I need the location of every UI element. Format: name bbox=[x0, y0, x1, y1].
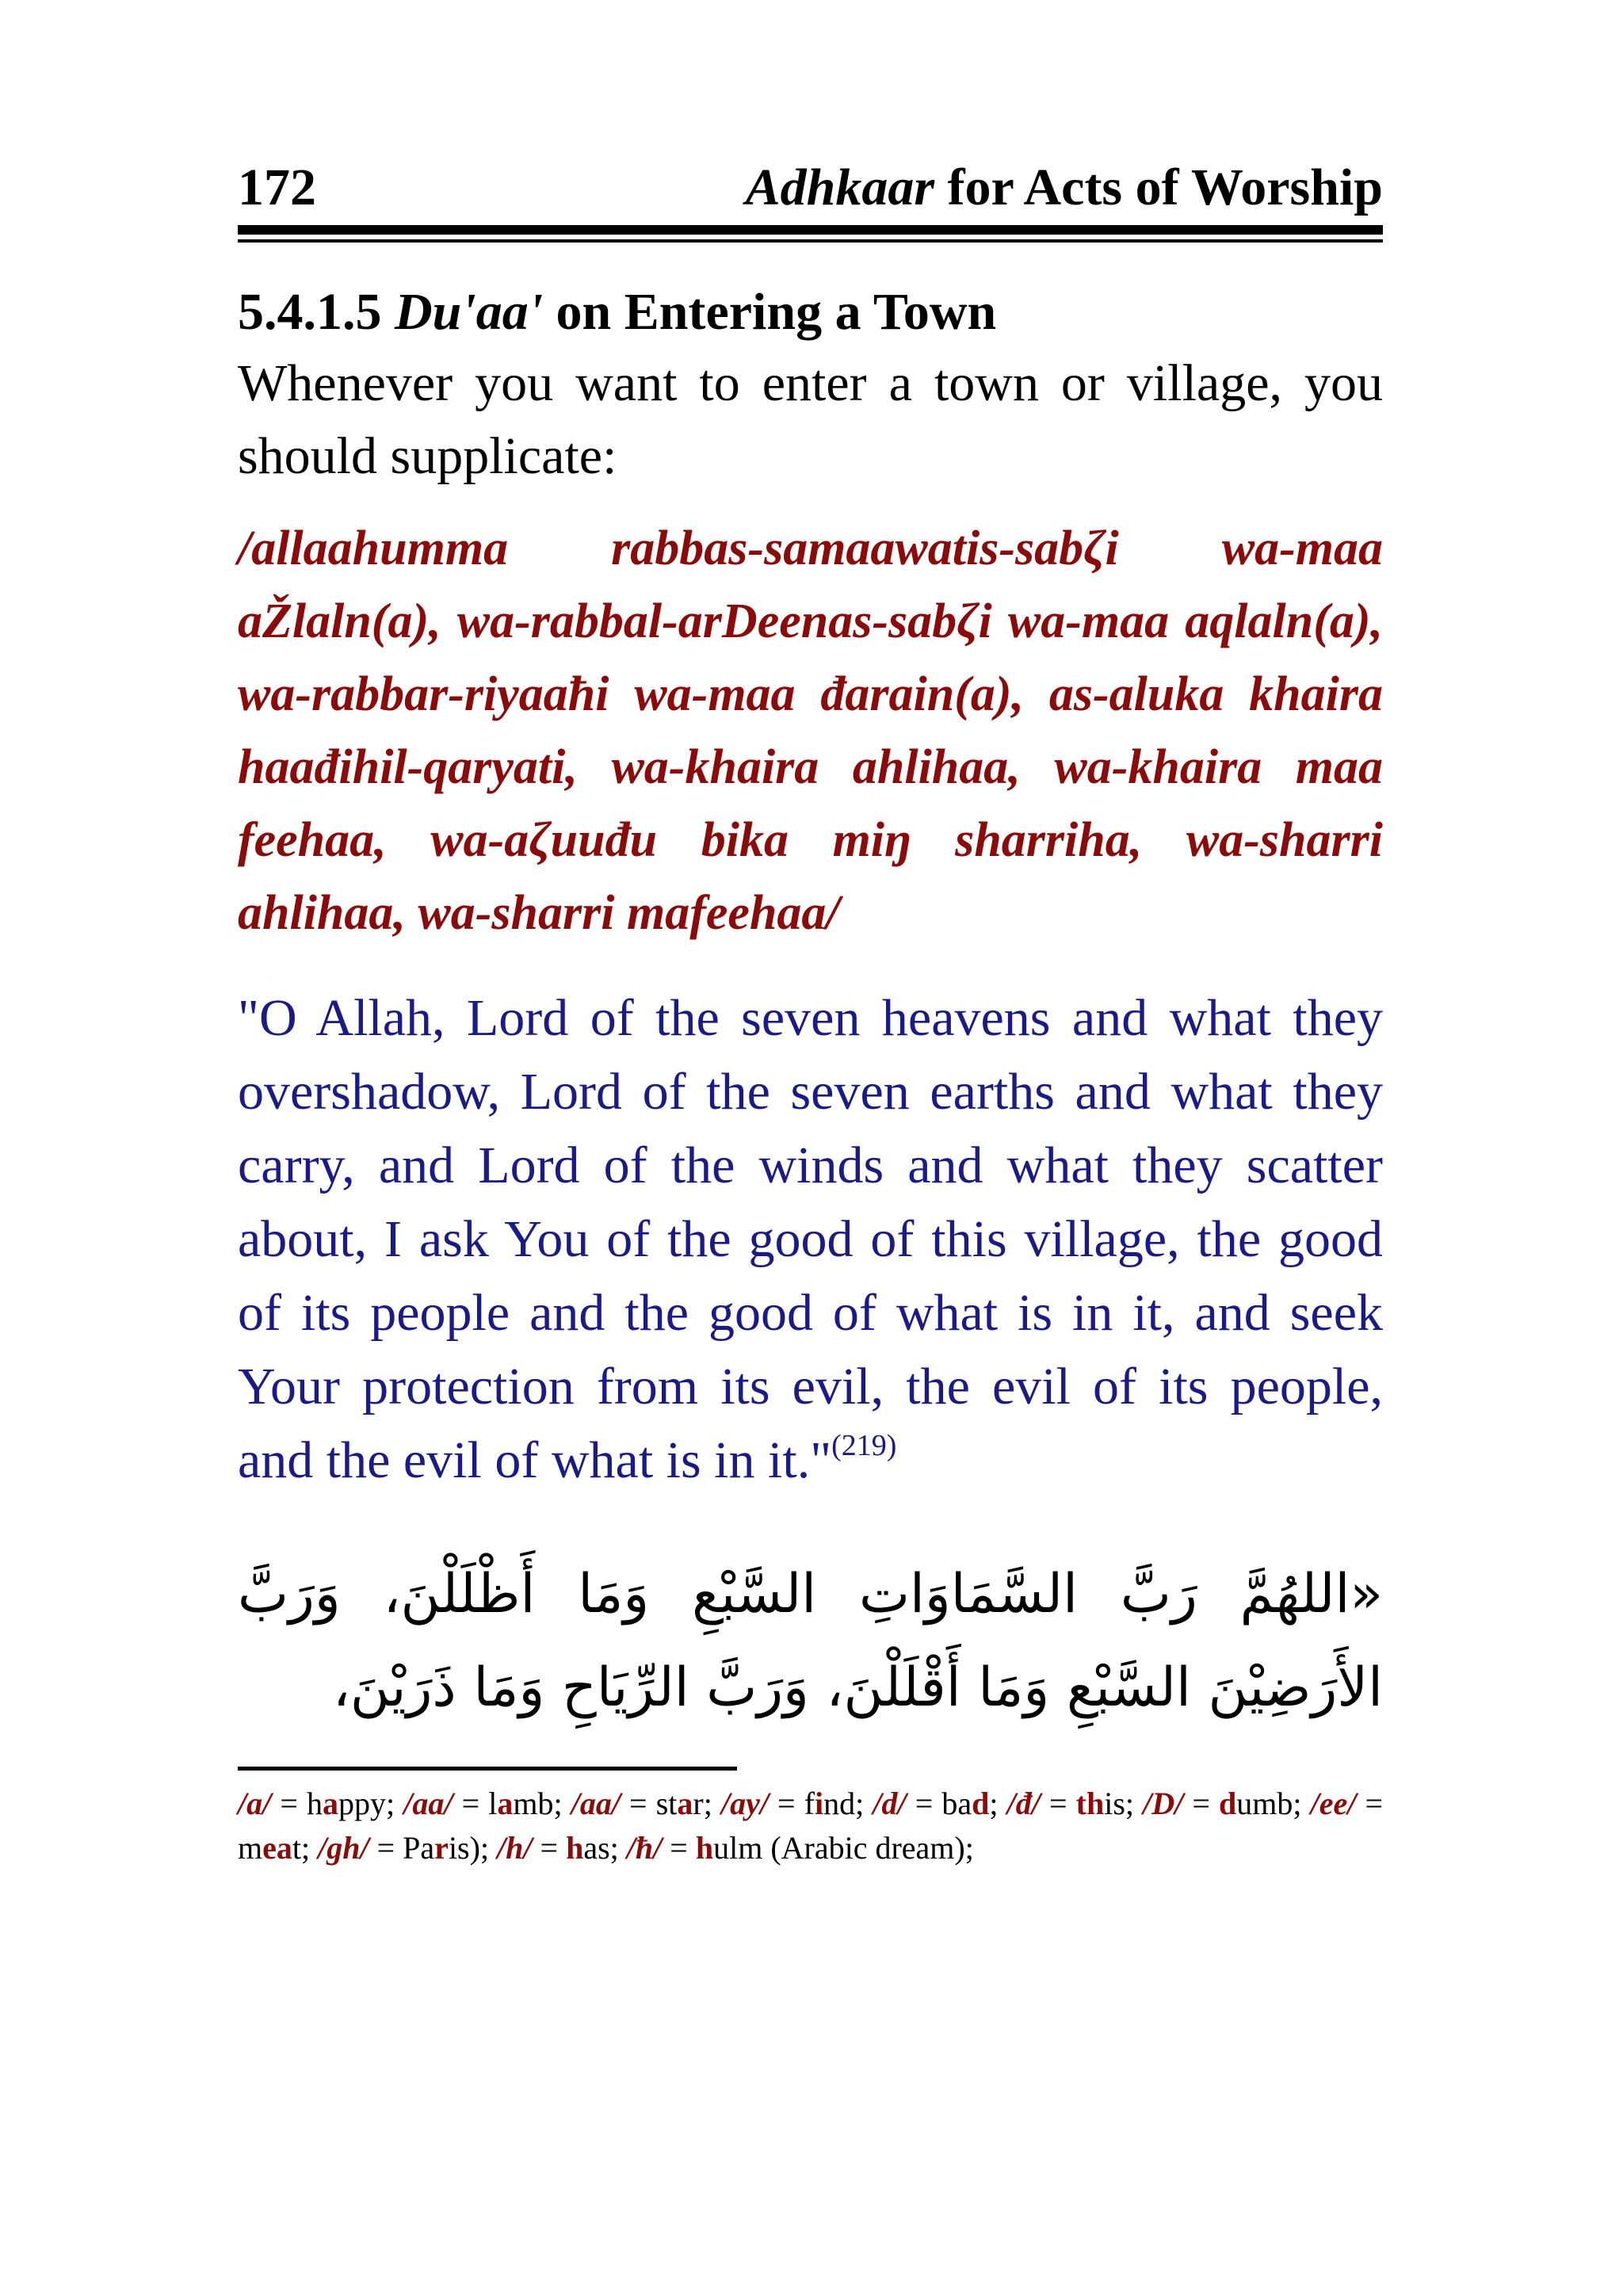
arabic-text: «اللهُمَّ رَبَّ السَّمَاوَاتِ السَّبْعِ وَمَا أَظْلَلْنَ، وَرَبَّ الأَرَضِيْنَ السَّبْعِ وَمَا أَقْلَلْنَ، وَرَبَّ الرِّيَاحِ وَمَا ذَرَيْنَ، bbox=[238, 1562, 1383, 1719]
footnote-key: /h/ bbox=[497, 1829, 533, 1866]
footnote-key: /aa/ bbox=[571, 1785, 621, 1821]
footnote-entry: /h/ = has; bbox=[497, 1829, 619, 1866]
footnote-highlight: a bbox=[323, 1785, 339, 1821]
footnote-highlight: i bbox=[815, 1785, 824, 1821]
footnote-entry: /ħ/ = hulm (Arabic dream); bbox=[626, 1829, 974, 1866]
book-page bbox=[238, 143, 1383, 1870]
footnote-highlight: a bbox=[677, 1785, 693, 1821]
running-title bbox=[745, 159, 1383, 216]
footnote-key: /D/ bbox=[1143, 1785, 1184, 1821]
footnote-highlight: r bbox=[434, 1829, 449, 1866]
intro-paragraph: Whenever you want to enter a town or village, you should supplicate: bbox=[238, 353, 1383, 485]
footnote-key: /ee/ bbox=[1310, 1785, 1357, 1821]
footnote-key: /aa/ bbox=[403, 1785, 453, 1821]
footnote-entry: /gh/ = Paris); bbox=[318, 1829, 490, 1866]
footnote-entry: /ay/ = find; bbox=[720, 1785, 865, 1821]
translation-text: "O Allah, Lord of the seven heavens and what they overshadow, Lord of the seven earths and what they carry, and Lord of the winds and what they scatter about, I ask You of the good of this village, the good of its people and the good of what is in it, and seek Your protection from its evil, the evil of its people, and the evil of what is in it." bbox=[238, 988, 1383, 1489]
footnote-highlight: h bbox=[695, 1829, 714, 1866]
footnote-highlight: d bbox=[1219, 1785, 1237, 1821]
footnote-rule bbox=[238, 1767, 737, 1771]
footnote-key: /ħ/ bbox=[626, 1829, 663, 1866]
footnote-entry: /đ/ = this; bbox=[1006, 1785, 1135, 1821]
running-header bbox=[238, 143, 1383, 214]
section-heading bbox=[238, 282, 1383, 342]
running-title-emphasis: Adhkaar bbox=[745, 159, 935, 216]
footnote-entry: /aa/ = lamb; bbox=[403, 1785, 563, 1821]
footnote-entry: /D/ = dumb; bbox=[1143, 1785, 1302, 1821]
footnote-entry: /aa/ = star; bbox=[571, 1785, 712, 1821]
footnote-entry: /d/ = bad; bbox=[873, 1785, 999, 1821]
translation-paragraph bbox=[238, 981, 1383, 1497]
footnote-key: /d/ bbox=[873, 1785, 907, 1821]
footnote-highlight: h bbox=[566, 1829, 584, 1866]
transliteration-paragraph: /allaahumma rabbas-samaawatis-sabζi wa-maa aŽlaln(a), wa-rabbal-arDeenas-sabζi wa-maa aqlaln(a), wa-rabbar-riyaaħi wa-maa đarain(a), as-aluka khaira haađihil-qaryati, wa-khaira ahlihaa, wa-khaira maa feehaa, wa-aζuuđu bika miŋ sharriha, wa-sharri ahlihaa, wa-sharri mafeehaa/ bbox=[238, 521, 1383, 940]
footnote-highlight: a bbox=[497, 1785, 514, 1821]
footnote-key: /gh/ bbox=[318, 1829, 369, 1866]
header-rule-thick bbox=[238, 225, 1383, 235]
pronunciation-footnote bbox=[238, 1782, 1383, 1870]
section-title-emphasis: Du'aa' bbox=[395, 283, 544, 341]
footnote-highlight: d bbox=[972, 1785, 990, 1821]
running-title-rest: for Acts of Worship bbox=[934, 159, 1383, 216]
header-rule-thin bbox=[238, 239, 1383, 243]
footnote-highlight: ea bbox=[262, 1829, 292, 1866]
footnote-key: /đ/ bbox=[1006, 1785, 1041, 1821]
footnote-entry: /a/ = happy; bbox=[238, 1785, 395, 1821]
footnote-highlight: th bbox=[1075, 1785, 1105, 1821]
page-number: 172 bbox=[238, 159, 316, 216]
section-number: 5.4.1.5 bbox=[238, 283, 382, 341]
footnote-key: /ay/ bbox=[720, 1785, 769, 1821]
section-title-rest: on Entering a Town bbox=[556, 283, 997, 341]
footnote-key: /a/ bbox=[238, 1785, 272, 1821]
footnote-reference: (219) bbox=[831, 1428, 897, 1462]
footnote-entry: /ee/ = meat; bbox=[238, 1785, 1384, 1866]
